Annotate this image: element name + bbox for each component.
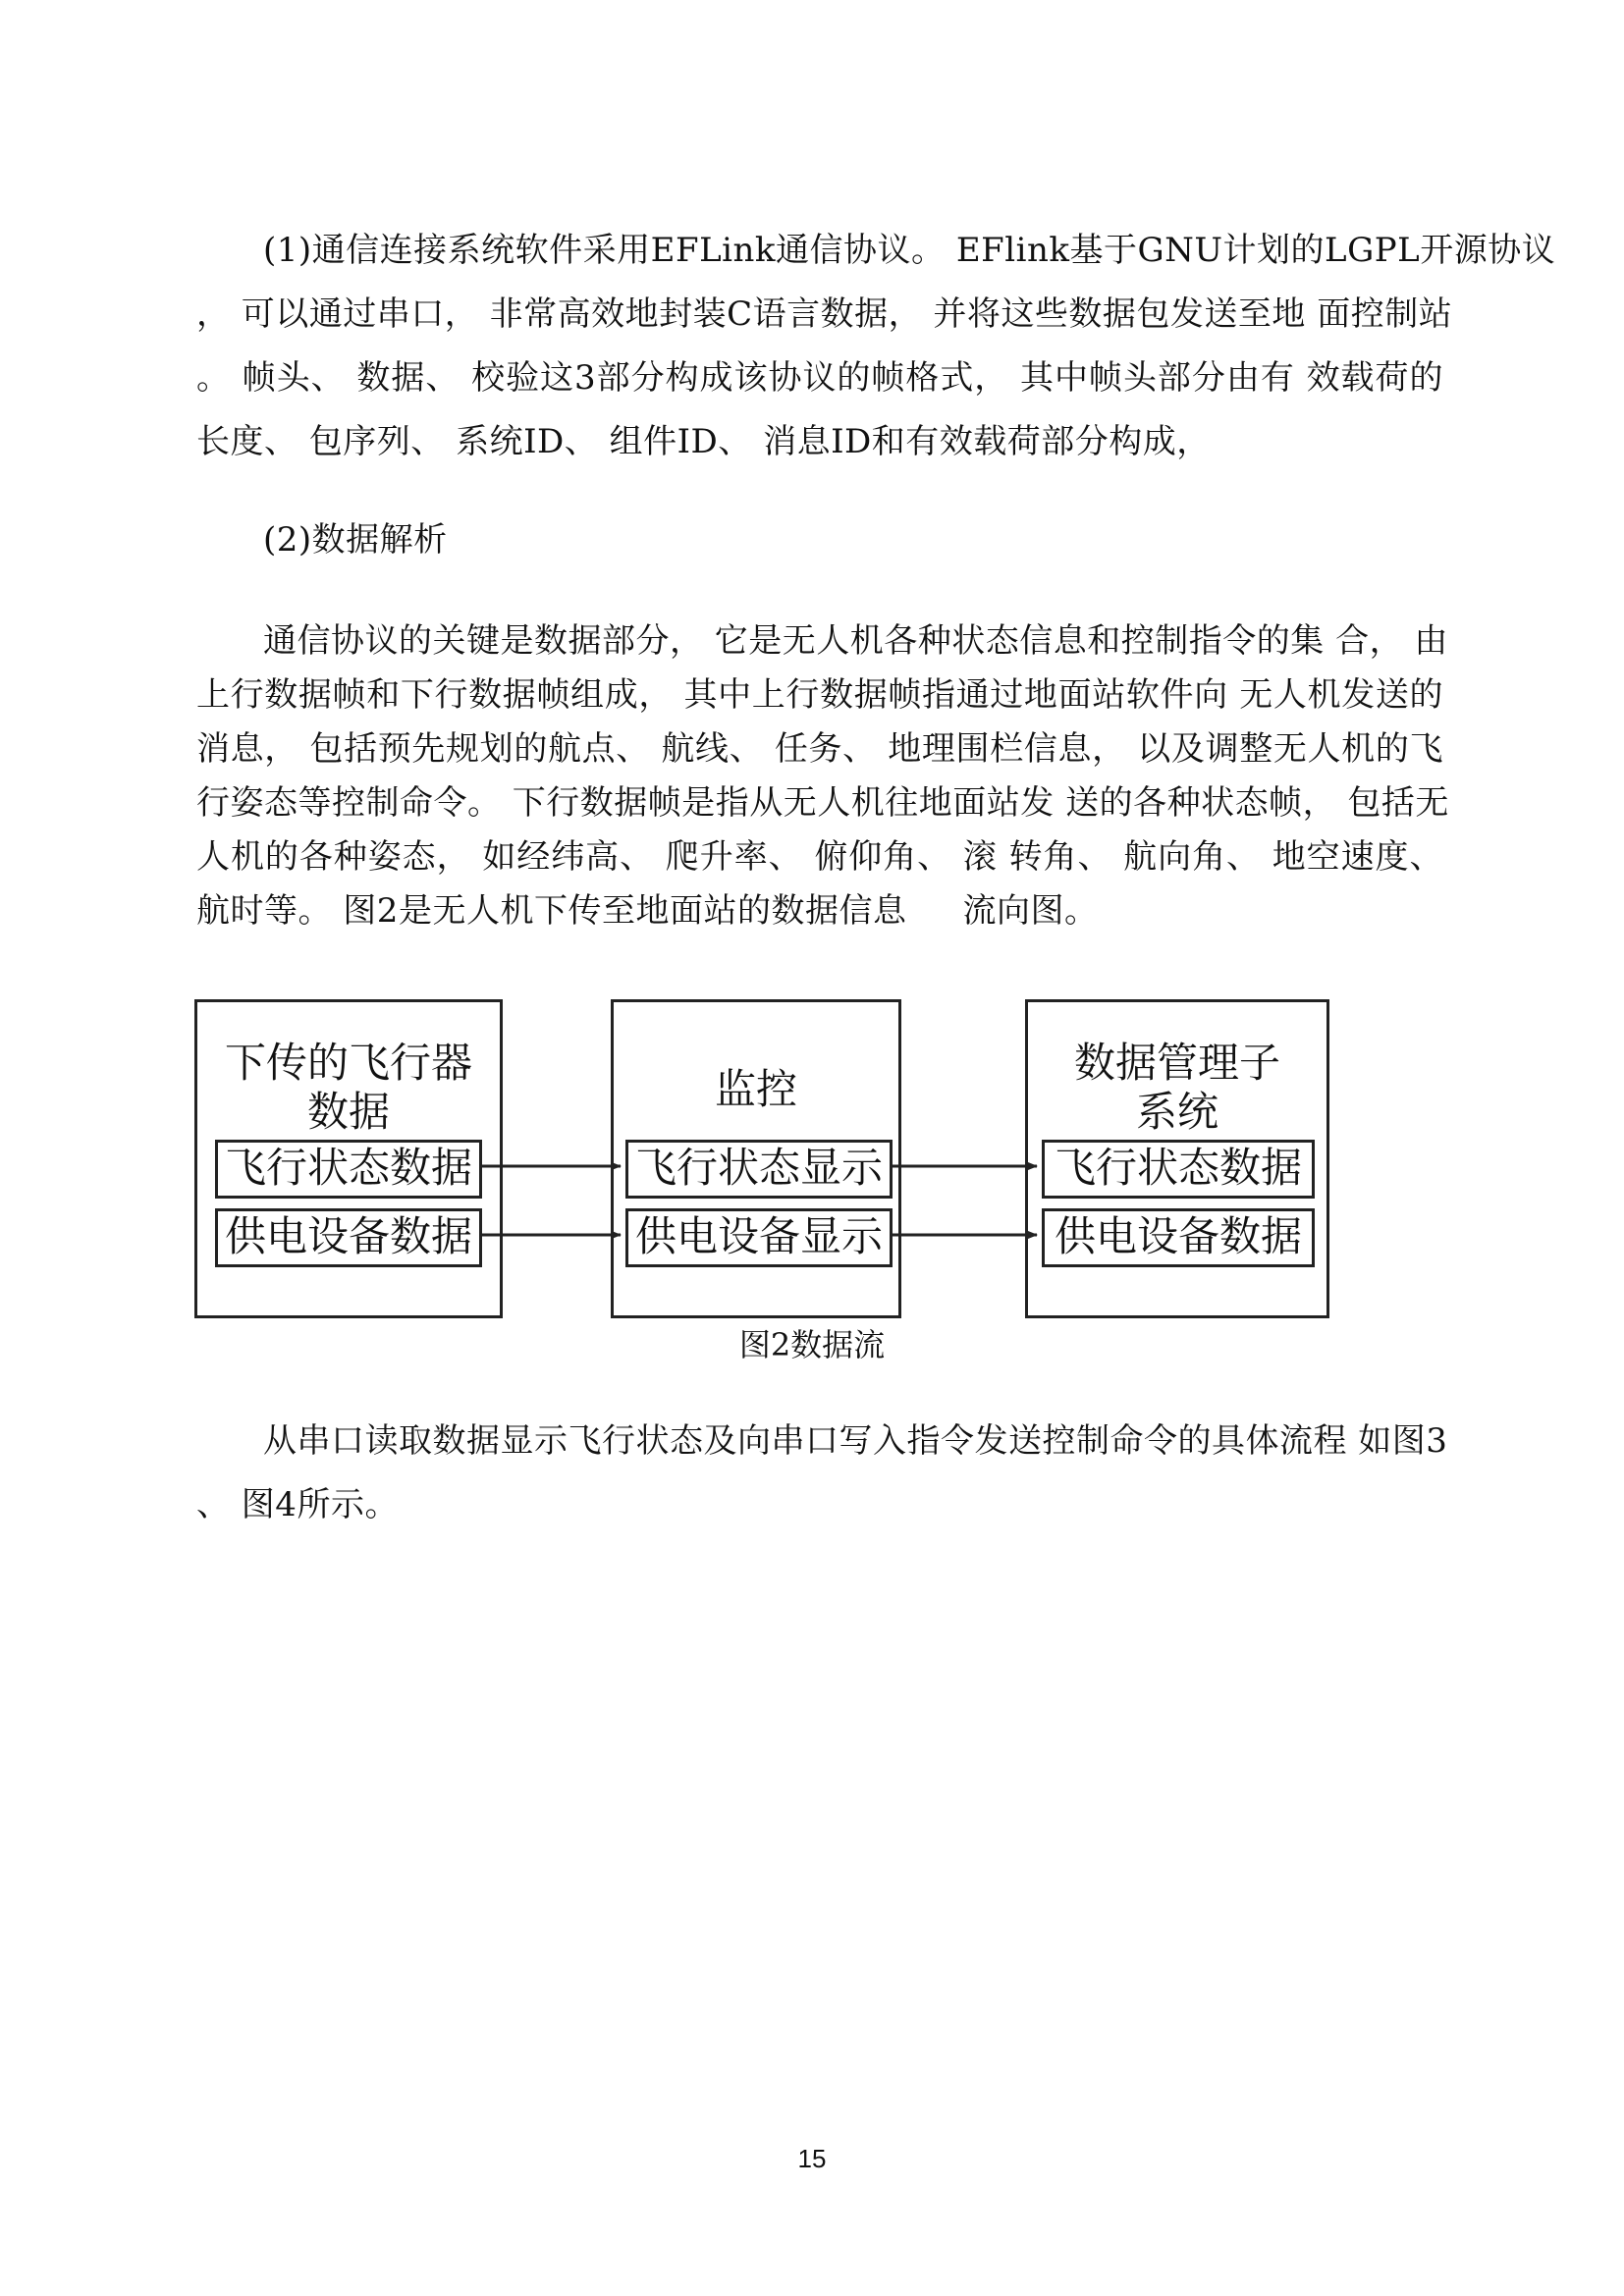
- management-flight-status-data: 飞行状态数据: [1042, 1140, 1315, 1199]
- p3-line-1: 通信协议的关键是数据部分， 它是无人机各种状态信息和控制指令的集 合， 由: [263, 621, 1448, 661]
- p3-line-5: 人机的各种姿态， 如经纬高、 爬升率、 俯仰角、 滚 转角、 航向角、 地空速度、: [196, 837, 1443, 877]
- downlink-data-title-line2: 数据: [306, 1088, 390, 1136]
- p1-line-3: 。 帧头、 数据、 校验这3部分构成该协议的帧格式， 其中帧头部分由有 效载荷的: [196, 358, 1443, 398]
- downlink-flight-status-data: 飞行状态数据: [215, 1140, 482, 1199]
- p4-line-1: 从串口读取数据显示飞行状态及向串口写入指令发送控制命令的具体流程 如图3: [263, 1421, 1448, 1461]
- p1-line-4: 长度、 包序列、 系统ID、 组件ID、 消息ID和有效载荷部分构成，: [196, 422, 1211, 461]
- monitor-title: 监控: [714, 1065, 797, 1113]
- flow-arrows: [194, 999, 1333, 1323]
- p2-line-1: (2)数据解析: [263, 520, 448, 560]
- management-power-equipment-data: 供电设备数据: [1042, 1208, 1315, 1267]
- p4-line-2: 、 图4所示。: [196, 1485, 399, 1524]
- data-management-title-line1: 数据管理子: [1073, 1039, 1280, 1087]
- monitor-power-equipment-display: 供电设备显示: [625, 1208, 893, 1267]
- monitor-flight-status-display: 飞行状态显示: [625, 1140, 893, 1199]
- p3-line-4: 行姿态等控制命令。 下行数据帧是指从无人机往地面站发 送的各种状态帧， 包括无: [196, 783, 1449, 823]
- downlink-power-equipment-data: 供电设备数据: [215, 1208, 482, 1267]
- p1-line-1: (1)通信连接系统软件采用EFLink通信协议。 EFlink基于GNU计划的LGPL开源协议: [263, 231, 1556, 270]
- data-flow-diagram: [194, 999, 1333, 1323]
- p1-line-2: ， 可以通过串口， 非常高效地封装C语言数据， 并将这些数据包发送至地 面控制站: [196, 294, 1453, 334]
- p3-line-2: 上行数据帧和下行数据帧组成， 其中上行数据帧指通过地面站软件向 无人机发送的: [196, 675, 1443, 715]
- downlink-data-title-line1: 下传的飞行器: [224, 1039, 472, 1087]
- figure-caption: 图2数据流: [738, 1326, 886, 1363]
- data-management-title-line2: 系统: [1135, 1088, 1218, 1136]
- p3-line-6: 航时等。 图2是无人机下传至地面站的数据信息 流向图。: [196, 891, 1099, 931]
- page-number: 15: [797, 2144, 827, 2173]
- p3-line-3: 消息， 包括预先规划的航点、 航线、 任务、 地理围栏信息， 以及调整无人机的飞: [196, 729, 1443, 769]
